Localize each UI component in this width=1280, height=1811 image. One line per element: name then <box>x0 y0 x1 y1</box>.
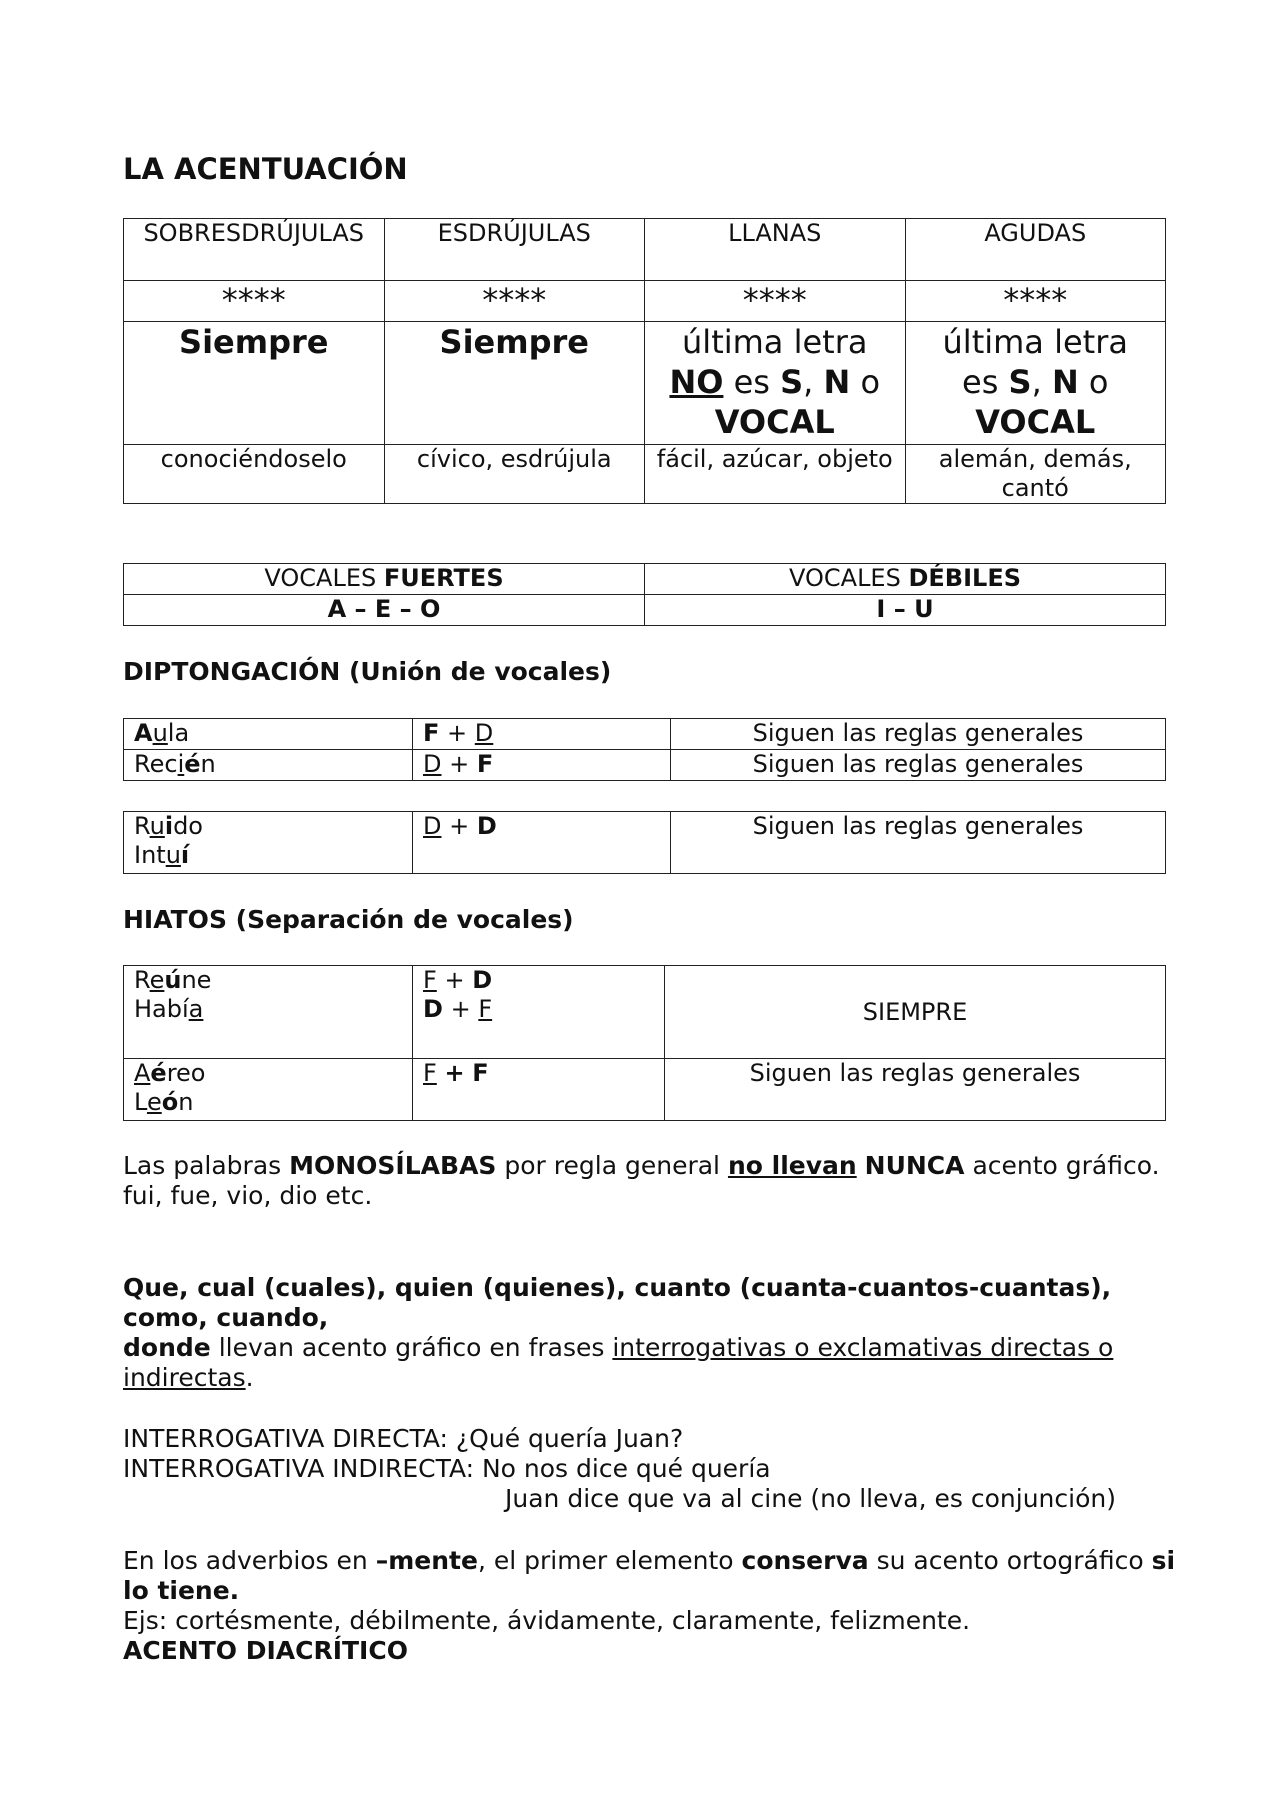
acento-diacritico-heading: ACENTO DIACRÍTICO <box>123 1636 408 1665</box>
hiatos-siempre: SIEMPRE <box>665 966 1166 1059</box>
rule-sobresdrujulas: Siempre <box>124 322 385 445</box>
stars-esdrujulas: **** <box>384 281 645 322</box>
formula-recien: D + F <box>413 750 671 781</box>
diptongacion-heading: DIPTONGACIÓN (Unión de vocales) <box>123 657 612 686</box>
diptongacion-table-1 <box>123 718 1166 781</box>
rule-recien: Siguen las reglas generales <box>671 750 1166 781</box>
header-llanas: LLANAS <box>645 219 906 281</box>
words-aereo-leon: Aéreo León <box>124 1059 413 1121</box>
interrogativa-examples: INTERROGATIVA DIRECTA: ¿Qué quería Juan? INTERROGATIVA INDIRECTA: No nos dice qué quería Juan dice que va al cine (no lleva, es conjunción) <box>123 1424 1116 1513</box>
hiatos-heading: HIATOS (Separación de vocales) <box>123 905 574 934</box>
header-esdrujulas: ESDRÚJULAS <box>384 219 645 281</box>
interrogativos-paragraph: Que, cual (cuales), quien (quienes), cuanto (cuanta-cuantos-cuantas), como, cuando, donde llevan acento gráfico en frases interrogativas o exclamativas directas o indirectas. <box>123 1273 1114 1392</box>
formula-aula: F + D <box>413 719 671 750</box>
header-sobresdrujulas: SOBRESDRÚJULAS <box>124 219 385 281</box>
strong-vowels-header: VOCALES FUERTES <box>124 564 645 595</box>
adverbios-paragraph: En los adverbios en –mente, el primer elemento conserva su acento ortográfico si lo tiene. Ejs: cortésmente, débilmente, ávidamente, claramente, felizmente. ACENTO DIACRÍTICO <box>123 1546 1176 1665</box>
accent-table <box>123 218 1166 504</box>
formula-aereo-leon: F + F <box>413 1059 665 1121</box>
hiatos-table <box>123 965 1166 1121</box>
page-title: LA ACENTUACIÓN <box>123 152 408 186</box>
strong-vowels-values: A – E – O <box>124 595 645 626</box>
stars-llanas: **** <box>645 281 906 322</box>
rule-esdrujulas: Siempre <box>384 322 645 445</box>
words-reune-habia: Reúne Había <box>124 966 413 1059</box>
formula-ruido: D + D <box>413 812 671 874</box>
example-esdrujulas: cívico, esdrújula <box>384 445 645 504</box>
stars-agudas: **** <box>905 281 1166 322</box>
formula-reune-habia: F + D D + F <box>413 966 665 1059</box>
example-llanas: fácil, azúcar, objeto <box>645 445 906 504</box>
vowels-table <box>123 563 1166 626</box>
weak-vowels-values: I – U <box>645 595 1166 626</box>
header-agudas: AGUDAS <box>905 219 1166 281</box>
monosilabas-paragraph: Las palabras MONOSÍLABAS por regla general no llevan NUNCA acento gráfico. fui, fue, vio, dio etc. <box>123 1151 1160 1210</box>
weak-vowels-header: VOCALES DÉBILES <box>645 564 1166 595</box>
rule-aereo-leon: Siguen las reglas generales <box>665 1059 1166 1121</box>
diptongacion-table-2 <box>123 811 1166 874</box>
rule-agudas: última letra es S, N o VOCAL <box>905 322 1166 445</box>
rule-llanas: última letra NO es S, N o VOCAL <box>645 322 906 445</box>
rule-aula: Siguen las reglas generales <box>671 719 1166 750</box>
word-recien: Recién <box>124 750 413 781</box>
words-ruido-intui: Ruido Intuí <box>124 812 413 874</box>
rule-ruido: Siguen las reglas generales <box>671 812 1166 874</box>
stars-sobresdrujulas: **** <box>124 281 385 322</box>
example-sobresdrujulas: conociéndoselo <box>124 445 385 504</box>
word-aula: Aula <box>124 719 413 750</box>
example-agudas: alemán, demás, cantó <box>905 445 1166 504</box>
